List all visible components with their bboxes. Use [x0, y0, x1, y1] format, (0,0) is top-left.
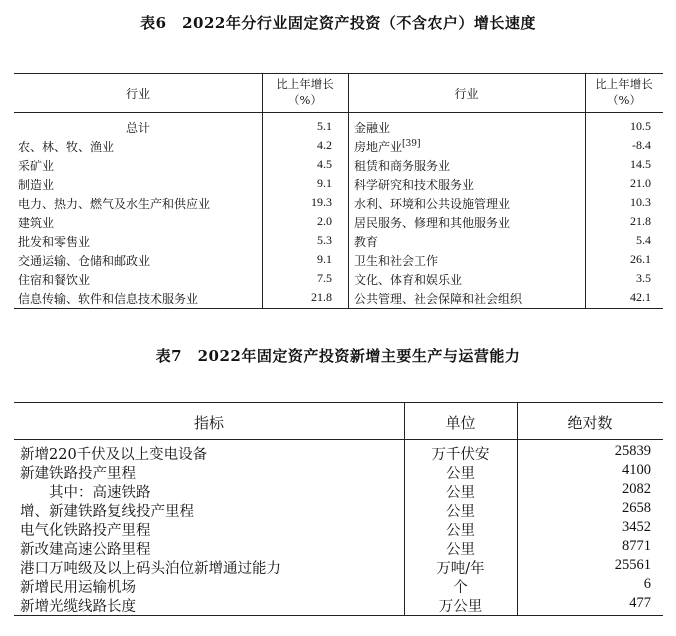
growth-value: 9.1 [317, 252, 332, 266]
header-absolute: 绝对数 [567, 414, 613, 432]
header-unit: 单位 [445, 414, 476, 432]
header-growth-left [262, 76, 348, 108]
table-row [14, 481, 663, 500]
table-row [14, 174, 663, 193]
header-growth-line1: 比上年增长 [595, 77, 653, 91]
growth-value: 21.0 [630, 176, 651, 190]
industry-name: 总计 [125, 121, 150, 135]
growth-value: 4.2 [317, 138, 332, 152]
absolute-value: 3452 [622, 519, 651, 535]
absolute-value: 2082 [622, 481, 651, 497]
table7-header [14, 403, 663, 440]
growth-value: 9.1 [317, 176, 332, 190]
growth-value: 5.4 [636, 233, 651, 247]
industry-name: 农、林、牧、渔业 [18, 140, 115, 154]
unit: 公里 [446, 542, 475, 558]
table-row [14, 231, 663, 250]
absolute-value: 2658 [622, 500, 651, 516]
unit: 公里 [446, 485, 475, 501]
header-industry-left: 行业 [125, 87, 150, 101]
unit: 公里 [446, 504, 475, 520]
industry-name-text: 房地产业 [354, 140, 403, 154]
industry-name: 金融业 [354, 121, 391, 135]
growth-value: 26.1 [630, 252, 651, 266]
table-row [14, 288, 663, 307]
unit: 公里 [446, 466, 475, 482]
indicator-name: 新改建高速公路里程 [20, 542, 151, 558]
table-row [14, 117, 663, 136]
industry-name: 建筑业 [18, 216, 55, 230]
industry-name: 制造业 [18, 178, 55, 192]
table-row [14, 250, 663, 269]
absolute-value: 25839 [614, 443, 651, 459]
industry-name [354, 138, 421, 155]
growth-value: 10.3 [630, 195, 651, 209]
absolute-value: 8771 [622, 538, 651, 554]
table-row [14, 443, 663, 462]
table-row [14, 557, 663, 576]
industry-name: 居民服务、修理和其他服务业 [354, 216, 511, 230]
industry-name: 住宿和餐饮业 [18, 273, 91, 287]
growth-value: 10.5 [630, 119, 651, 133]
table-row [14, 500, 663, 519]
industry-name: 文化、体育和娱乐业 [354, 273, 463, 287]
growth-value: 21.8 [311, 290, 332, 304]
indicator-name: 其中：高速铁路 [20, 485, 151, 501]
growth-value: -8.4 [632, 138, 651, 152]
indicator-name: 新增光缆线路长度 [20, 599, 136, 615]
growth-value: 5.3 [317, 233, 332, 247]
table-row [14, 212, 663, 231]
header-growth-line2: （%） [607, 93, 641, 107]
indicator-name: 电气化铁路投产里程 [20, 523, 151, 539]
table7-title: 表7 2022年固定资产投资新增主要生产与运营能力 [155, 347, 521, 365]
indicator-name: 港口万吨级及以上码头泊位新增通过能力 [20, 561, 281, 577]
table6-title: 表6 2022年分行业固定资产投资（不含农户）增长速度 [140, 14, 536, 32]
unit: 个 [453, 580, 468, 596]
table-row [14, 155, 663, 174]
table6-header [14, 74, 663, 113]
header-growth-right [585, 76, 663, 108]
growth-value: 5.1 [317, 119, 332, 133]
table-row [14, 576, 663, 595]
industry-name: 公共管理、社会保障和社会组织 [354, 292, 523, 306]
header-growth-line2: （%） [288, 93, 322, 107]
industry-name: 交通运输、仓储和邮政业 [18, 254, 151, 268]
industry-name: 科学研究和技术服务业 [354, 178, 475, 192]
table-row [14, 462, 663, 481]
unit: 万公里 [438, 599, 483, 615]
industry-name: 采矿业 [18, 159, 55, 173]
table-row [14, 538, 663, 557]
table-row [14, 136, 663, 155]
absolute-value: 4100 [622, 462, 651, 478]
footnote-ref: [39] [402, 139, 421, 149]
table-row [14, 519, 663, 538]
unit: 公里 [446, 523, 475, 539]
header-industry-right: 行业 [454, 87, 479, 101]
table-row [14, 269, 663, 288]
table-row [14, 595, 663, 614]
industry-name: 教育 [354, 235, 379, 249]
growth-value: 19.3 [311, 195, 332, 209]
industry-name: 卫生和社会工作 [354, 254, 439, 268]
unit: 万千伏安 [431, 447, 490, 463]
growth-value: 14.5 [630, 157, 651, 171]
growth-value: 42.1 [630, 290, 651, 304]
industry-name: 租赁和商务服务业 [354, 159, 451, 173]
industry-name: 水利、环境和公共设施管理业 [354, 197, 511, 211]
indicator-name: 新增民用运输机场 [20, 580, 136, 596]
absolute-value: 25561 [614, 557, 651, 573]
growth-value: 2.0 [317, 214, 332, 228]
indicator-name: 新增220千伏及以上变电设备 [20, 447, 208, 463]
table-row [14, 193, 663, 212]
indicator-name: 新建铁路投产里程 [20, 466, 136, 482]
unit: 万吨/年 [436, 561, 485, 577]
industry-name: 信息传输、软件和信息技术服务业 [18, 292, 199, 306]
new-capacity-table [14, 402, 663, 616]
absolute-value: 6 [643, 576, 651, 592]
indicator-name: 增、新建铁路复线投产里程 [20, 504, 194, 520]
industry-name: 批发和零售业 [18, 235, 91, 249]
growth-value: 3.5 [636, 271, 651, 285]
growth-value: 7.5 [317, 271, 332, 285]
absolute-value: 477 [629, 595, 651, 611]
header-indicator: 指标 [193, 414, 224, 432]
growth-value: 21.8 [630, 214, 651, 228]
header-growth-line1: 比上年增长 [276, 77, 334, 91]
growth-value: 4.5 [317, 157, 332, 171]
industry-investment-table [14, 73, 663, 309]
industry-name: 电力、热力、燃气及水生产和供应业 [18, 197, 211, 211]
